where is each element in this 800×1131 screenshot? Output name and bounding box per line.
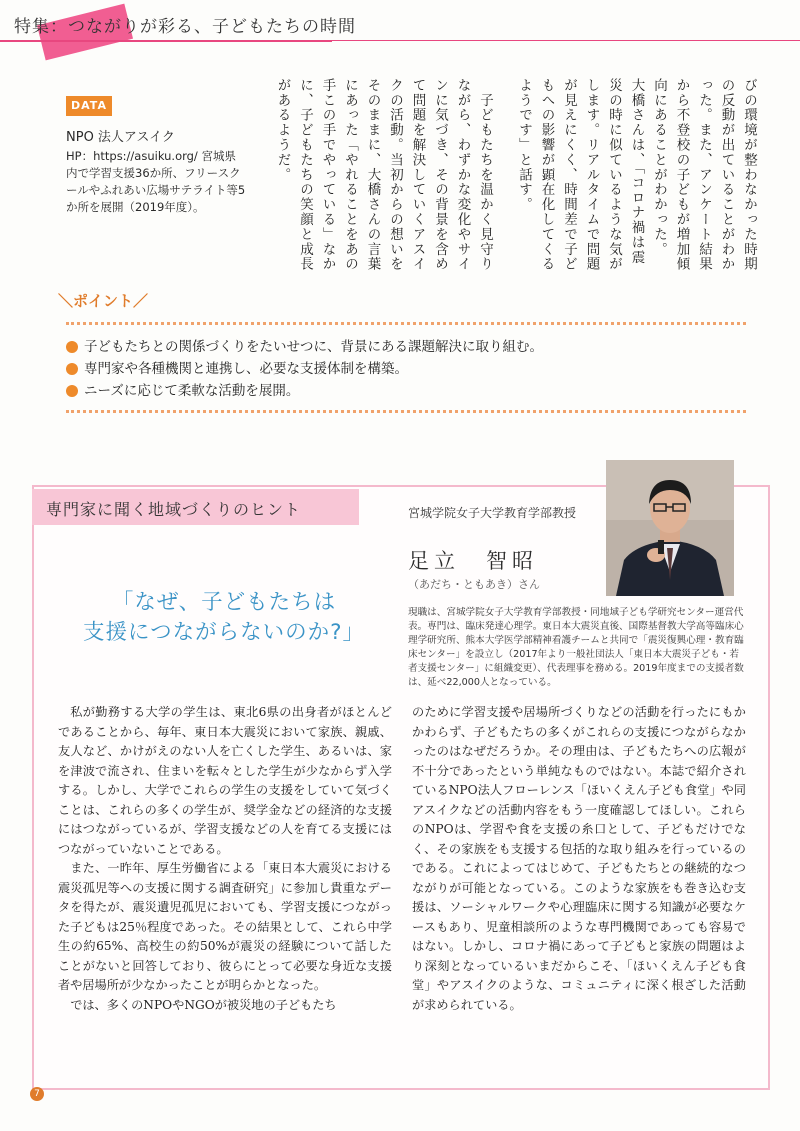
paragraph: また、一昨年、厚生労働省による「東日本大震災における震災孤児等への支援に関する調査研究」に参加し貴重なデータを得たが、震災遺児孤児においても、学習支援につながった子どもは25％程度であった。その結果として、これら中学生の約65%、高校生の約50%が震災の経験について話したことがないと回答しており、彼らにとって必要な身近な支援者や居場所が少なかったことが明らかとなった。 <box>58 861 392 992</box>
pull-quote-line-1: 「なぜ、子どもたちは <box>111 590 337 615</box>
paragraph: 私が勤務する大学の学生は、東北6県の出身者がほとんどであることから、毎年、東日本大震災において家族、親戚、友人など、かけがえのない人を亡くした学生、あるいは、家を津波で流され、住まいを転々とした学生が少なからず入学する。しかし、大学でこれらの学生の支援をしていて気づくことは、これらの多くの学生が、奨学金などの経済的な支援にはつながっているが、学習支援などの人を育てる支援にはつながっていないことである。 <box>58 705 392 856</box>
portrait-illustration <box>606 460 734 596</box>
expert-affiliation: 宮城学院女子大学教育学部教授 <box>408 506 577 520</box>
data-badge: DATA <box>66 96 112 116</box>
bullet-icon <box>66 363 78 375</box>
article-vertical-column-1: びの環境が整わなかった時期の反動が出ていることがわかった。また、アンケート結果から不登校の子どもが増加傾向にあることがわかった。 大橋さんは、「コロナ禍は震災の時に似ているような気がします。リアルタイムで問題が見えにくく、時間差で子どもへの影響が顕在化してくるようです」と話す。 <box>516 78 757 272</box>
dotted-divider-top <box>66 322 746 325</box>
article-column-right <box>412 703 746 1015</box>
org-name: NPO 法人アスイク <box>66 130 175 145</box>
pull-quote <box>54 588 394 648</box>
dotted-divider-bottom <box>66 410 746 413</box>
article-vertical-column-2: 子どもたちを温かく見守りながら、わずかな変化やサインに気づき、その背景を含めて問題を解決していくアスイクの活動。当初からの想いをそのままに、大橋さんの言葉にあった「やれることをあの手この手でやっている」なかに、子どもたちの笑顔と成長があるようだ。 <box>274 78 493 272</box>
bullet-icon <box>66 341 78 353</box>
point-heading: ＼ポイント／ <box>58 292 149 310</box>
pull-quote-line-2: 支援につながらないのか?」 <box>83 620 365 645</box>
expert-name: 足立 智昭 <box>408 549 538 573</box>
page-number: 7 <box>30 1087 44 1101</box>
paragraph: のために学習支援や居場所づくりなどの活動を行ったにもかかわらず、子どもたちの多くがこれらの支援につながらなかったのはなぜだろうか。その理由は、子どもたちへの広報が不十分であったという単純なものではない。本誌で紹介されているNPO法人フローレンス「ほいくえん子ども食堂」や同アスイクなどの活動内容をもう一度確認してほしい。これらのNPOは、学習や食を支援の糸口として、子どもだけでなく、その家族をも支援する包括的な取り組みを行っているのである。これによってはじめて、子どもたちとの継続的なつながりが可能となっている。このような家族をも巻き込む支援は、ソーシャルワークや心理臨床に関する知識が必要なケースもあり、児童相談所のような専門機関であっても容易ではない。しかし、コロナ禍にあって子どもと家族の問題はより深刻となっているいまだからこそ、「ほいくえん子ども食堂」やアスイクのような、コミュニティに深く根ざした活動が求められている。 <box>412 705 746 1012</box>
article-column-left <box>58 703 392 1015</box>
expert-photo <box>606 460 734 596</box>
point-item: 子どもたちとの関係づくりをたいせつに、背景にある課題解決に取り組む。 <box>66 336 543 358</box>
point-item: 専門家や各種機関と連携し、必要な支援体制を構築。 <box>66 358 543 380</box>
expert-bio: 現職は、宮城学院女子大学教育学部教授・同地域子ども学研究センター運営代表。専門は、臨床発達心理学。東日本大震災直後、国際基督教大学高等臨床心理学研究所、熊本大学医学部精神看護チームと共同で「震災復興心理・教育臨床センター」を設立し（2017年より一般社団法人「東日本大震災子ども・若者支援センター」に組織変更）、代表理事を務める。2019年度までの支援者数は、延べ22,000人となっている。 <box>408 607 744 688</box>
paragraph: では、多くのNPOやNGOが被災地の子どもたち <box>70 997 337 1012</box>
header-divider <box>332 40 800 41</box>
expert-name-reading: （あだち・ともあき）さん <box>408 578 540 591</box>
expert-section-title: 専門家に聞く地域づくりのヒント <box>46 500 302 519</box>
point-list <box>66 336 543 402</box>
page-title: 特集：つながりが彩る、子どもたちの時間 <box>14 17 356 37</box>
org-description: HP：https://asuiku.org/ 宮城県内で学習支援36か所、フリースクールやふれあい広場サテライト等5か所を展開（2019年度）。 <box>66 149 246 214</box>
bullet-icon <box>66 385 78 397</box>
point-item: ニーズに応じて柔軟な活動を展開。 <box>66 380 543 402</box>
